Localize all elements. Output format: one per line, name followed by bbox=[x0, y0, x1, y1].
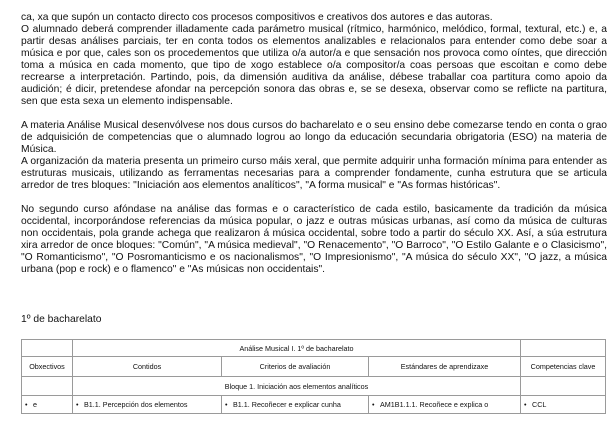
cell-competencias-text: CCL bbox=[532, 400, 547, 409]
bullet-icon: • bbox=[76, 400, 79, 409]
cell-estandares bbox=[369, 396, 521, 414]
header-estandares: Estándares de aprendizaxe bbox=[369, 357, 521, 377]
table-header-row bbox=[22, 357, 606, 377]
table-title: Análise Musical I. 1º de bacharelato bbox=[73, 340, 521, 357]
cell-estandares-text: AM1B1.1.1. Recoñece e explica o bbox=[380, 400, 489, 409]
cell-contidos bbox=[73, 396, 222, 414]
bullet-icon: • bbox=[372, 400, 375, 409]
bullet-icon: • bbox=[524, 400, 527, 409]
curriculum-table bbox=[21, 339, 606, 414]
cell-obxectivos bbox=[22, 396, 73, 414]
paragraph-second-course: No segundo curso afóndase na análise das formas e o característico de cada estilo, basicamente da tradición da música occidental, incorporándose referencias da música popular, o jazz e outras músicas urbanas, así como da música de culturas non occidentais, pola grande achega que realizaron á música occidental, sobre todo a partir do século XX. Así, a súa estrutura xira arredor de once bloques: "Común", "A música medieval", "O Renacemento", "O Barroco", "O Estilo Galante e o Clasicismo", "O Romanticismo", "O Posromanticismo e os nacionalismos", "O Impresionismo", "A música do século XX", "O jazz, a música urbana (pop e rock) e o flamenco" e "As músicas non occidentais". bbox=[21, 204, 607, 275]
table-row bbox=[22, 396, 606, 414]
section-title: 1º de bacharelato bbox=[21, 314, 102, 325]
paragraph-intro-continuation: ca, xa que supón un contacto directo cos procesos compositivos e creativos dos autores e das autoras. bbox=[21, 12, 493, 23]
header-competencias: Competencias clave bbox=[521, 357, 606, 377]
bullet-icon: • bbox=[225, 400, 228, 409]
cell-obxectivos-text: e bbox=[33, 400, 37, 409]
table-block-row bbox=[22, 377, 606, 396]
block-spacer bbox=[22, 377, 73, 396]
cell-contidos-text: B1.1. Percepción dos elementos bbox=[84, 400, 188, 409]
table-title-spacer-right bbox=[521, 340, 606, 357]
table-title-row bbox=[22, 340, 606, 357]
paragraph-first-course: A organización da materia presenta un primeiro curso máis xeral, que permite adquirir unha formación mínima para entender as estruturas musicais, utilizando as ferramentas necesarias para a comprender fondamente, cunha estrutura que se articula arredor de tres bloques: "Iniciación aos elementos analíticos", "A forma musical" e "As formas históricas". bbox=[21, 156, 607, 191]
paragraph-course-structure: A materia Análise Musical desenvólvese nos dous cursos do bacharelato e o seu ensino debe comezarse tendo en conta o grao de adquisición de competencias que o alumnado logrou ao longo da educación secundaria obrigatoria (ESO) na materia de Música. bbox=[21, 120, 607, 155]
paragraph-analysis-approach: O alumnado deberá comprender illadamente cada parámetro musical (rítmico, harmónico, melódico, formal, textural, etc.) e, a partir desas análises parciais, ter en conta todos os elementos analizables e relacionalos para entender como debe soar a música e por que, cales son os procedementos que utiliza o/a autor/a e que sensación nos provoca como oíntes, que dirección toma a música en cada momento, que tipo de xogo establece o/a compositor/a coas persoas que escoitan e como debe recrearse a interpretación. Partindo, pois, da dimensión auditiva da análise, débese traballar coa partitura como apoio da audición; é dicir, pretendese afondar na percepción sonora das obras e, se se desexa, observar como se reflicte na partitura, sen que esta sexa un elemento indispensable. bbox=[21, 24, 607, 107]
cell-criterios bbox=[222, 396, 369, 414]
block-title: Bloque 1. Iniciación aos elementos analíticos bbox=[73, 377, 521, 396]
header-criterios: Criterios de avaliación bbox=[222, 357, 369, 377]
header-contidos: Contidos bbox=[73, 357, 222, 377]
cell-criterios-text: B1.1. Recoñecer e explicar cunha bbox=[233, 400, 341, 409]
block-spacer-right bbox=[521, 377, 606, 396]
header-obxectivos: Obxectivos bbox=[22, 357, 73, 377]
table-title-spacer bbox=[22, 340, 73, 357]
cell-competencias bbox=[521, 396, 606, 414]
bullet-icon: • bbox=[25, 400, 28, 409]
